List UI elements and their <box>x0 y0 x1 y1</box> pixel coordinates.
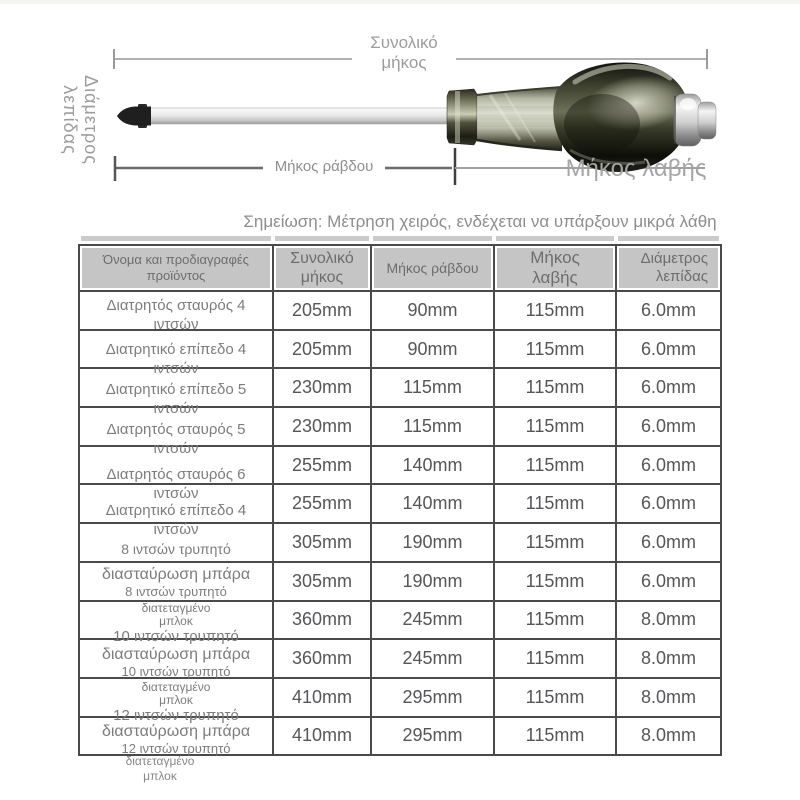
blade-diameter-cell: 8.0mm <box>616 678 721 717</box>
handle-length-cell: 115mm <box>494 678 616 717</box>
rod-length-label: Μήκος ράβδου <box>263 158 385 176</box>
product-name-label: 8 ιντσών τρυπητό <box>121 541 231 558</box>
product-name-label: διασταύρωση μπάρα 8 ιντσών τρυπητό <box>101 565 251 599</box>
spec-row <box>79 562 721 601</box>
handle-length-cell: 115mm <box>494 368 616 407</box>
screwdriver-end-cap <box>674 94 716 146</box>
blade-diameter-cell: 8.0mm <box>616 639 721 678</box>
product-diagram <box>0 0 800 240</box>
spec-row <box>79 717 721 756</box>
handle-length-cell: 115mm <box>494 330 616 369</box>
total-length-cell: 255mm <box>273 446 371 485</box>
handle-length-cell: 115mm <box>494 639 616 678</box>
measurement-note: Σημείωση: Μέτρηση χειρός, ενδέχεται να υπάρξουν μικρά λάθη <box>243 212 717 231</box>
column-header-total-length: Συνολικό μήκος <box>273 245 371 291</box>
spec-row <box>79 639 721 678</box>
blade-diameter-cell: 8.0mm <box>616 601 721 640</box>
total-length-cell: 410mm <box>273 678 371 717</box>
total-length-cell: 305mm <box>273 523 371 562</box>
screwdriver-tip <box>117 104 151 128</box>
blade-diameter-cell: 6.0mm <box>616 562 721 601</box>
product-name-cell <box>79 330 273 377</box>
column-header-rod-length: Μήκος ράβδου <box>371 245 494 291</box>
product-name-label: διασταύρωση μπάρα 12 ιντσών τρυπητό <box>101 722 251 756</box>
handle-length-cell: 115mm <box>494 562 616 601</box>
spec-row <box>79 601 721 640</box>
rod-length-cell: 245mm <box>371 601 494 640</box>
handle-length-cell: 115mm <box>494 717 616 756</box>
total-length-cell: 360mm <box>273 639 371 678</box>
product-name-cell <box>79 717 273 756</box>
product-name-label: διατεταγμένο μπλοκ 10 ιντσών τρυπητό <box>113 600 239 645</box>
screwdriver-bolster <box>447 89 477 145</box>
blade-diameter-label: Διάμετρος λεπίδας <box>60 75 101 165</box>
rod-length-cell: 190mm <box>371 523 494 562</box>
rod-length-cell: 140mm <box>371 446 494 485</box>
total-length-cell: 255mm <box>273 484 371 523</box>
product-name-label: διασταύρωση μπάρα 10 ιντσών τρυπητό <box>101 646 251 680</box>
product-name-label: Διατρητικό επίπεδο 4 ιντσών <box>105 340 247 377</box>
total-length-cell: 230mm <box>273 368 371 407</box>
handle-length-cell: 115mm <box>494 407 616 446</box>
product-name-label: Διατρητικό επίπεδο 5 ιντσών <box>105 381 247 418</box>
product-name-label: Διατρητός σταυρός 6 ιντσών <box>106 465 246 502</box>
rod-length-cell: 295mm <box>371 717 494 756</box>
spec-table <box>78 244 722 756</box>
handle-length-cell: 115mm <box>494 601 616 640</box>
handle-length-cell: 115mm <box>494 484 616 523</box>
blade-diameter-cell: 6.0mm <box>616 446 721 485</box>
product-name-cell <box>79 600 273 645</box>
product-name-cell <box>79 639 273 678</box>
product-name-cell <box>79 678 273 724</box>
rod-length-cell: 90mm <box>371 291 494 330</box>
header-row <box>79 245 721 291</box>
rod-length-cell: 115mm <box>371 368 494 407</box>
rod-length-cell: 115mm <box>371 407 494 446</box>
handle-length-cell: 115mm <box>494 523 616 562</box>
total-length-cell: 230mm <box>273 407 371 446</box>
product-name-label: Διατρητικό επίπεδο 4 ιντσών <box>105 502 247 539</box>
column-header-blade-diameter: Διάμετρος λεπίδας <box>616 245 721 291</box>
spec-row <box>79 678 721 717</box>
spec-row <box>79 330 721 369</box>
rod-length-cell: 295mm <box>371 678 494 717</box>
blade-diameter-cell: 6.0mm <box>616 407 721 446</box>
blade-diameter-cell: 6.0mm <box>616 330 721 369</box>
handle-length-cell: 115mm <box>494 291 616 330</box>
handle-length-label: Μήκος λαβής <box>565 155 707 182</box>
total-length-cell: 410mm <box>273 717 371 756</box>
spec-row <box>79 291 721 330</box>
handle-length-cell: 115mm <box>494 446 616 485</box>
total-length-label: Συνολικό μήκος <box>352 33 456 73</box>
product-name-label: Διατρητός σταυρός 5 ιντσών <box>106 421 246 458</box>
column-header-product-name: Όνομα και προδιαγραφές προϊόντος <box>79 245 273 291</box>
rod-length-cell: 190mm <box>371 562 494 601</box>
rod-length-cell: 245mm <box>371 639 494 678</box>
blade-diameter-cell: 6.0mm <box>616 484 721 523</box>
product-name-cell <box>79 562 273 601</box>
total-length-cell: 360mm <box>273 601 371 640</box>
column-header-handle-length: Μήκος λαβής <box>494 245 616 291</box>
table-overflow-label: διατεταγμένο μπλοκ <box>125 754 195 783</box>
rod-length-cell: 140mm <box>371 484 494 523</box>
product-name-label: Διατρητός σταυρός 4 ιντσών <box>106 297 246 333</box>
blade-diameter-cell: 6.0mm <box>616 523 721 562</box>
total-length-cell: 205mm <box>273 291 371 330</box>
blade-diameter-cell: 6.0mm <box>616 368 721 407</box>
product-name-label: διατεταγμένο μπλοκ 12 ιντσών τρυπητό <box>113 679 239 724</box>
product-name-cell <box>79 291 273 333</box>
total-length-cell: 205mm <box>273 330 371 369</box>
blade-diameter-cell: 8.0mm <box>616 717 721 756</box>
rod-length-cell: 90mm <box>371 330 494 369</box>
total-length-cell: 305mm <box>273 562 371 601</box>
blade-diameter-cell: 6.0mm <box>616 291 721 330</box>
